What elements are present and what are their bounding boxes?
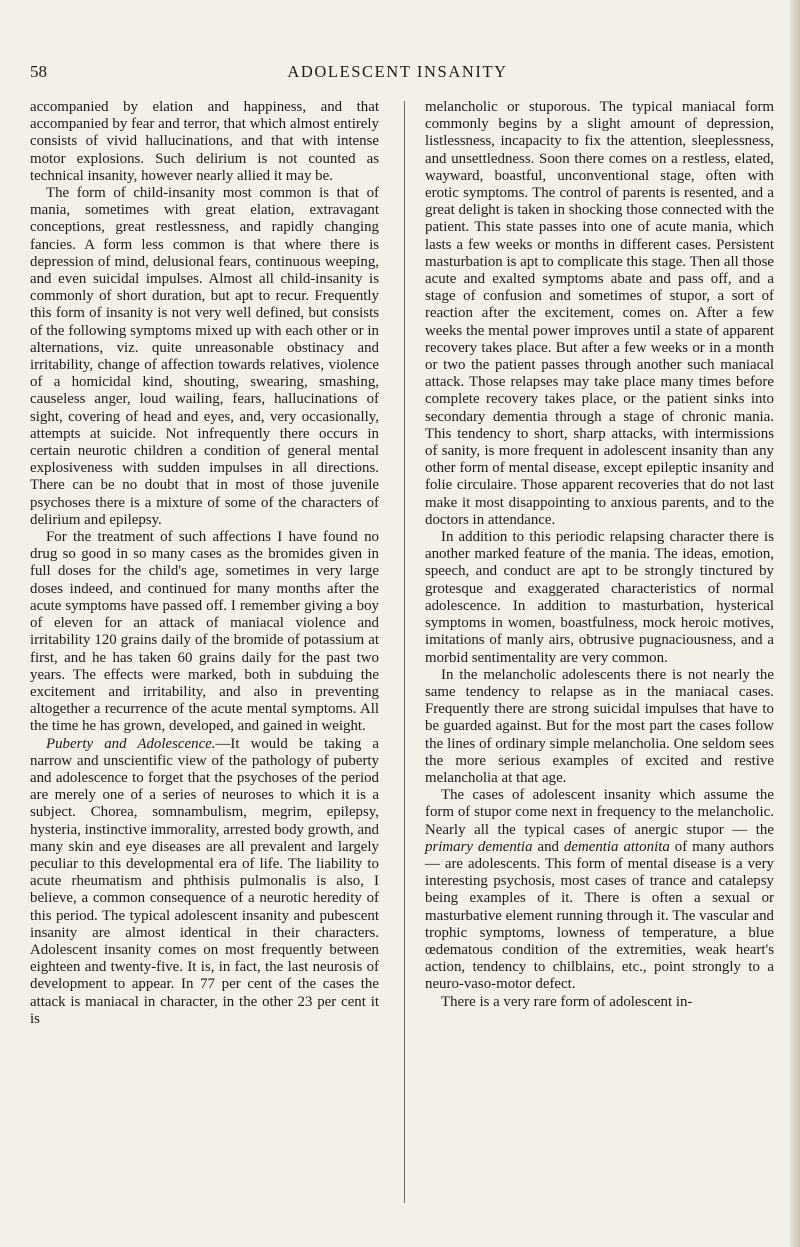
paragraph-text: The cases of adolescent insanity which assume the form of stupor come next in frequency to the melancholic. Nearly all the typical cases of anergic stupor — the — [425, 787, 774, 838]
page-number: 58 — [30, 62, 47, 81]
paragraph: In addition to this periodic relapsing character there is another marked feature of the mania. The ideas, emotion, speech, and conduct are apt to be strongly tinctured by grotesque and exaggerated characteristics of normal adolescence. In addition to masturbation, hysterical symptoms in women, boastfulness, mock heroic motives, imitations of manly airs, obtrusive pugnaciousness, and a morbid sentimentality are very common. — [425, 529, 774, 666]
paragraph: There is a very rare form of adolescent in- — [441, 993, 693, 1010]
paragraph: accompanied by elation and happiness, and that accompanied by fear and terror, that which almost entirely consists of vivid hallucinations, and that with intense motor explosions. Such delirium is not counted as technical insanity, however nearly allied it may be. — [30, 99, 379, 184]
paragraph: The form of child-insanity most common is that of mania, sometimes with great elation, extravagant conceptions, great restlessness, and rapidly changing fancies. A form less common is that where there is depression of mind, delusional fears, continuous weeping, and even suicidal impulses. Almost all child-insanity is commonly of short duration, but apt to recur. Frequently this form of insanity is not very well defined, but consists of the following symptoms mixed up with each other or in alternations, viz. quite unreasonable obstinacy and irritability, change of affection towards relatives, violence of a homicidal kind, shouting, swearing, smashing, causeless anger, loud wailing, fears, hallucinations of sight, covering of head and eyes, and, very occasionally, attempts at suicide. Not infrequently there occurs in certain neurotic children a condition of general mental explosiveness with sudden impulses in all directions. There can be no doubt that in most of those juvenile psychoses there is a mixture of some of the characters of delirium and epilepsy. — [30, 185, 379, 528]
paragraph: In the melancholic adolescents there is not nearly the same tendency to relapse as in the maniacal cases. Frequently there are strong suicidal impulses that have to be guarded against. But for the most part the cases follow the lines of ordinary simple melancholia. One seldom sees the more serious examples of excited and restive melancholia at that age. — [425, 666, 774, 786]
italic-term: dementia attonita — [563, 838, 670, 855]
page-edge — [790, 0, 800, 1247]
paragraph-text: of many authors — are adolescents. This form of mental disease is a very interesting psychosis, most cases of trance and catalepsy being examples of it. There is often a sexual or masturbative element running through it. The vascular and trophic symptoms, lowness of temperature, a blue œdematous condition of the extremities, weak heart's action, tendency to chilblains, etc., point strongly to a neuro-vaso-motor defect. — [425, 838, 774, 993]
paragraph — [425, 787, 774, 993]
paragraph: melancholic or stuporous. The typical maniacal form commonly begins by a slight amount of depression, listlessness, incapacity to fix the attention, sleeplessness, and unsettledness. Soon there comes on a restless, elated, wayward, boastful, unconventional stage, often with erotic symptoms. The control of parents is resented, and a great delight is taken in shocking those connected with the patient. This state passes into one of acute mania, which lasts a few weeks or months in different cases. Persistent masturbation is apt to complicate this stage. Then all those acute and exalted symptoms abate and pass off, and a stage of confusion and sometimes of stupor, a sort of reaction after the excitement, comes on. After a few weeks the mental power improves until a state of apparent recovery takes place. But after a few weeks or in a month or two the patient passes through another such maniacal attack. Those relapses may take place many times before complete recovery takes place, or the patient sinks into secondary dementia through a stage of chronic mania. This tendency to short, sharp attacks, with intermissions of sanity, is more frequent in adolescent insanity than any other form of mental disease, except epileptic insanity and folie circulaire. Those apparent recoveries that do not last make it most disappointing to anxious parents, and to the doctors in attendance. — [425, 99, 774, 528]
page-header — [30, 62, 765, 86]
section-heading: Puberty and Adolescence. — [46, 735, 216, 752]
paragraph-text: —It would be taking a narrow and unscientific view of the pathology of puberty and adolescence to forget that the psychoses of the period are merely one of a series of neuroses to which it is a subject. Chorea, somnambulism, megrim, epilepsy, hysteria, instinctive immorality, arrested body growth, and many skin and eye diseases are all prevalent and largely peculiar to this developmental era of life. The liability to acute rheumatism and phthisis pulmonalis is also, I believe, a common consequence of a neurotic heredity of this period. The typical adolescent insanity and pubescent insanity are almost identical in their characters. Adolescent insanity comes on most frequently between eighteen and twenty-five. It is, in fact, the last neurosis of development to appear. In 77 per cent of the cases the attack is maniacal in character, in the other 23 per cent it is — [30, 735, 379, 1027]
right-column — [425, 99, 774, 1011]
paragraph — [30, 736, 379, 1028]
paragraph-text: and — [532, 838, 564, 855]
column-divider — [404, 101, 405, 1203]
italic-term: primary dementia — [425, 838, 533, 855]
paragraph: For the treatment of such affections I have found no drug so good in so many cases as the bromides given in full doses for the child's age, sometimes in very large doses indeed, and continued for many months after the acute symptoms have passed off. I remember giving a boy of eleven for an attack of maniacal violence and irritability 120 grains daily of the bromide of potassium at first, and he has taken 60 grains daily for the past two years. The effects were marked, both in subduing the excitement and irritability, and also in preventing altogether a recurrence of the acute mental symptoms. All the time he has grown, developed, and gained in weight. — [30, 529, 379, 735]
left-column — [30, 99, 379, 1028]
running-title: ADOLESCENT INSANITY — [287, 62, 508, 81]
